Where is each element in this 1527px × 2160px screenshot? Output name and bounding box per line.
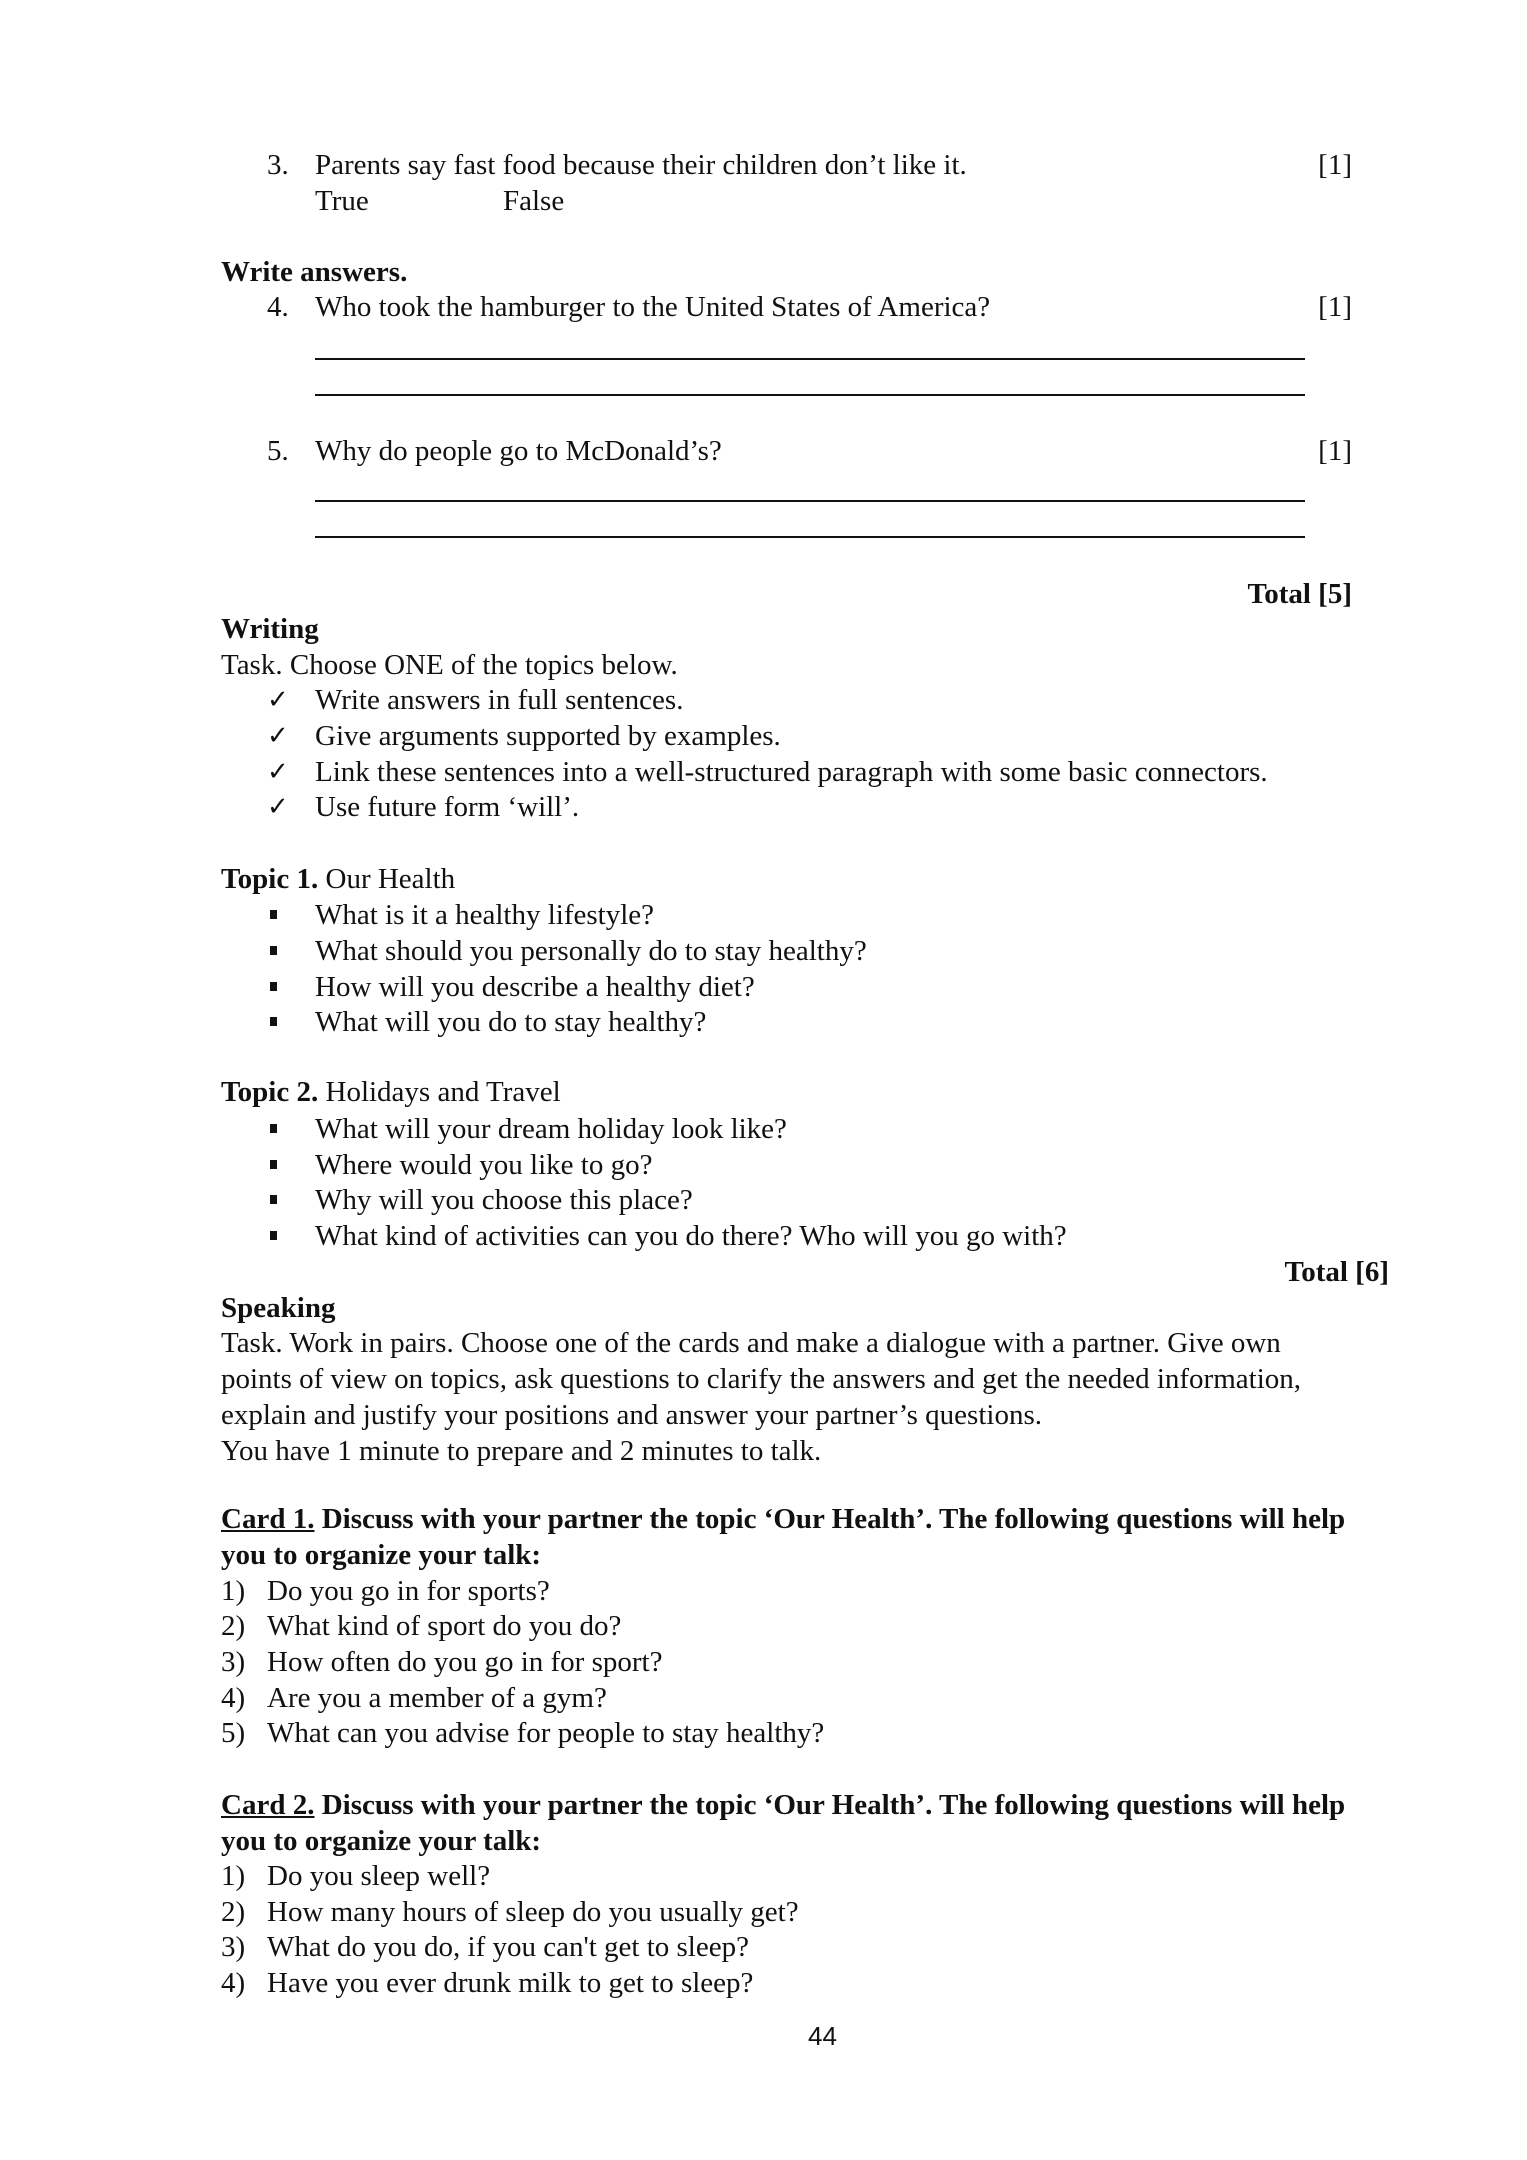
bullet-square-icon xyxy=(270,1160,277,1169)
card-1-prompt-line-2: you to organize your talk: xyxy=(221,1539,542,1571)
topic-2-title: Holidays and Travel xyxy=(318,1076,561,1108)
card-2-question: How many hours of sleep do you usually get? xyxy=(267,1896,799,1928)
question-5-text: Why do people go to McDonald’s? xyxy=(315,435,722,467)
speaking-task-line: explain and justify your positions and answer your partner’s questions. xyxy=(221,1399,1042,1431)
write-answers-heading: Write answers. xyxy=(221,256,408,288)
answer-line[interactable] xyxy=(315,500,1305,502)
checkmark-icon: ✓ xyxy=(267,757,289,786)
topic-1-question: What is it a healthy lifestyle? xyxy=(315,899,655,931)
bullet-square-icon xyxy=(270,910,277,919)
card-2-question-number: 1) xyxy=(221,1860,246,1892)
speaking-task-line: points of view on topics, ask questions to clarify the answers and get the needed information, xyxy=(221,1363,1301,1395)
card-1-label: Card 1. xyxy=(221,1503,315,1535)
card-2-label: Card 2. xyxy=(221,1789,315,1821)
card-2-question-number: 3) xyxy=(221,1931,246,1963)
question-3-mark: [1] xyxy=(1318,149,1352,181)
option-false[interactable]: False xyxy=(503,185,565,217)
card-1-question-number: 1) xyxy=(221,1575,246,1607)
question-4-mark: [1] xyxy=(1318,291,1352,323)
card-1-question-number: 3) xyxy=(221,1646,246,1678)
card-2-question: Do you sleep well? xyxy=(267,1860,491,1892)
topic-2-question: Where would you like to go? xyxy=(315,1149,653,1181)
checklist-item: Link these sentences into a well-structured paragraph with some basic connectors. xyxy=(315,756,1268,788)
card-1-question: What can you advise for people to stay healthy? xyxy=(267,1717,825,1749)
checklist-item: Give arguments supported by examples. xyxy=(315,720,781,752)
topic-2-label: Topic 2. xyxy=(221,1076,319,1108)
bullet-square-icon xyxy=(270,1124,277,1133)
writing-task: Task. Choose ONE of the topics below. xyxy=(221,649,678,681)
question-number: 3. xyxy=(267,149,289,181)
answer-line[interactable] xyxy=(315,394,1305,396)
topic-1-question: What will you do to stay healthy? xyxy=(315,1006,707,1038)
checkmark-icon: ✓ xyxy=(267,721,289,750)
bullet-square-icon xyxy=(270,1195,277,1204)
bullet-square-icon xyxy=(270,946,277,955)
card-1-question-number: 2) xyxy=(221,1610,246,1642)
question-4-text: Who took the hamburger to the United States of America? xyxy=(315,291,991,323)
topic-1-label: Topic 1. xyxy=(221,863,319,895)
question-3-text: Parents say fast food because their children don’t like it. xyxy=(315,149,967,181)
card-2-question: Have you ever drunk milk to get to sleep? xyxy=(267,1967,754,1999)
writing-total: Total [6] xyxy=(1284,1256,1389,1288)
checklist-item: Write answers in full sentences. xyxy=(315,684,684,716)
card-1-question: What kind of sport do you do? xyxy=(267,1610,622,1642)
card-2-prompt xyxy=(221,1787,1345,1823)
speaking-task-line: Task. Work in pairs. Choose one of the cards and make a dialogue with a partner. Give own xyxy=(221,1327,1281,1359)
topic-2-question: Why will you choose this place? xyxy=(315,1184,693,1216)
writing-heading: Writing xyxy=(221,613,319,645)
card-1-question: Are you a member of a gym? xyxy=(267,1682,607,1714)
card-1-question-number: 4) xyxy=(221,1682,246,1714)
page-number: 44 xyxy=(808,2021,837,2051)
card-2-prompt-line-2: you to organize your talk: xyxy=(221,1825,542,1857)
card-1-prompt-line-1: Discuss with your partner the topic ‘Our Health’. The following questions will help xyxy=(314,1503,1346,1535)
speaking-heading: Speaking xyxy=(221,1292,336,1324)
checkmark-icon: ✓ xyxy=(267,792,289,821)
answer-line[interactable] xyxy=(315,536,1305,538)
topic-2-heading xyxy=(221,1074,561,1110)
checklist-item: Use future form ‘will’. xyxy=(315,791,580,823)
reading-total: Total [5] xyxy=(1247,578,1352,610)
topic-1-question: How will you describe a healthy diet? xyxy=(315,971,755,1003)
card-1-prompt xyxy=(221,1501,1345,1537)
card-2-question-number: 2) xyxy=(221,1896,246,1928)
card-1-question: Do you go in for sports? xyxy=(267,1575,550,1607)
card-2-question: What do you do, if you can't get to sleep? xyxy=(267,1931,749,1963)
bullet-square-icon xyxy=(270,1017,277,1026)
question-number: 4. xyxy=(267,291,289,323)
card-2-prompt-line-1: Discuss with your partner the topic ‘Our Health’. The following questions will help xyxy=(314,1789,1346,1821)
checkmark-icon: ✓ xyxy=(267,685,289,714)
topic-2-question: What will your dream holiday look like? xyxy=(315,1113,787,1145)
bullet-square-icon xyxy=(270,982,277,991)
bullet-square-icon xyxy=(270,1231,277,1240)
topic-1-title: Our Health xyxy=(318,863,456,895)
topic-2-question: What kind of activities can you do there? Who will you go with? xyxy=(315,1220,1067,1252)
topic-1-question: What should you personally do to stay healthy? xyxy=(315,935,867,967)
topic-1-heading xyxy=(221,861,455,897)
card-1-question-number: 5) xyxy=(221,1717,246,1749)
card-1-question: How often do you go in for sport? xyxy=(267,1646,663,1678)
answer-line[interactable] xyxy=(315,358,1305,360)
question-5-mark: [1] xyxy=(1318,435,1352,467)
card-2-question-number: 4) xyxy=(221,1967,246,1999)
question-number: 5. xyxy=(267,435,289,467)
speaking-task-line: You have 1 minute to prepare and 2 minutes to talk. xyxy=(221,1435,822,1467)
option-true[interactable]: True xyxy=(315,185,369,217)
